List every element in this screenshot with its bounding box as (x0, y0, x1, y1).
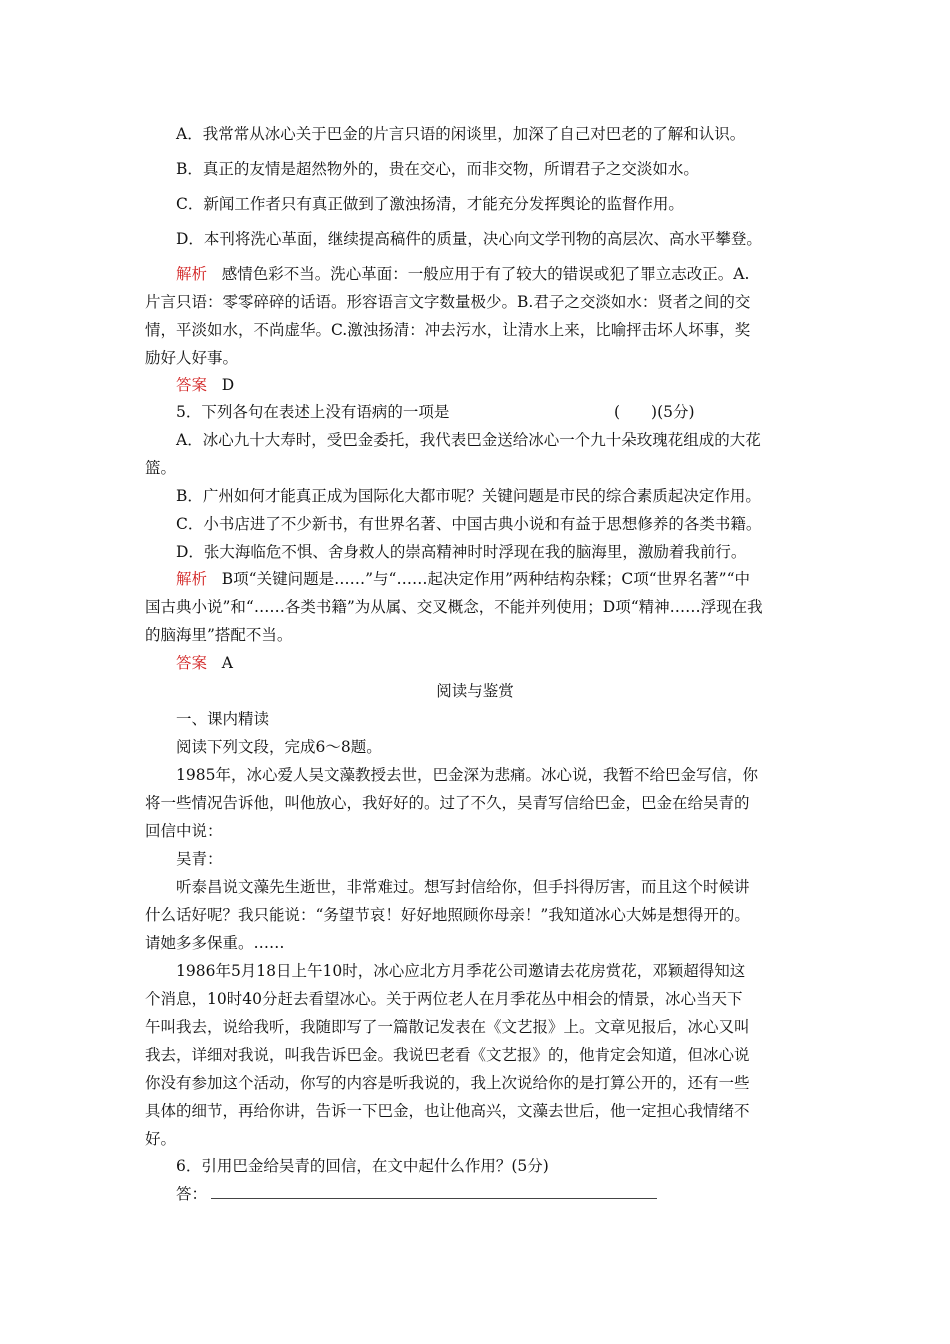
q5-analysis-line2: 国古典小说”和“……各类书籍”为从属、交叉概念，不能并列使用；D项“精神……浮现在我 (145, 598, 763, 616)
q5-stem: 5．下列各句在表述上没有语病的一项是 ( )(5分) (176, 403, 695, 421)
passage-p4-line7: 好。 (145, 1130, 177, 1148)
q5-answer: 答案 A (176, 654, 233, 672)
section-title: 阅读与鉴赏 (436, 682, 514, 700)
passage-p3-line3: 请她多多保重。…… (145, 934, 285, 952)
q5-analysis-line1: 解析 B项“关键问题是……”与“……起决定作用”两种结构杂糅；C项“世界名著”“中 (176, 570, 751, 588)
passage-p1-line3: 回信中说： (145, 822, 223, 840)
answer-blank-field[interactable] (211, 1184, 657, 1199)
passage-p4-line2: 个消息，10时40分赶去看望冰心。关于两位老人在月季花丛中相会的情景，冰心当天下 (145, 990, 743, 1008)
answer-prompt: 答： (176, 1185, 208, 1203)
q4-analysis-line1: 解析 感情色彩不当。洗心革面：一般应用于有了较大的错误或犯了罪立志改正。A. (176, 265, 750, 283)
q4-option-c: C．新闻工作者只有真正做到了激浊扬清，才能充分发挥舆论的监督作用。 (176, 195, 684, 213)
reading-instruction: 阅读下列文段，完成6～8题。 (176, 738, 382, 756)
q5-analysis-line3: 的脑海里”搭配不当。 (145, 626, 293, 644)
passage-p1-line1: 1985年，冰心爱人吴文藻教授去世，巴金深为悲痛。冰心说，我暂不给巴金写信，你 (176, 766, 758, 784)
q5-option-c: C．小书店进了不少新书，有世界名著、中国古典小说和有益于思想修养的各类书籍。 (176, 515, 762, 533)
q4-analysis-line3: 情，平淡如水，不尚虚华。C.激浊扬清：冲去污水，让清水上来，比喻抨击坏人坏事，奖 (145, 321, 751, 339)
q4-option-b: B．真正的友情是超然物外的，贵在交心，而非交物，所谓君子之交淡如水。 (176, 160, 699, 178)
analysis-label: 解析 (176, 265, 208, 283)
answer-label: 答案 (176, 654, 208, 672)
passage-p4-line3: 午叫我去，说给我听，我随即写了一篇散记发表在《文艺报》上。文章见报后，冰心又叫 (145, 1018, 750, 1036)
answer-label: 答案 (176, 376, 208, 394)
passage-p3-line2: 什么话好呢？我只能说：“务望节哀！好好地照顾你母亲！”我知道冰心大姊是想得开的。 (145, 906, 750, 924)
q5-score-bracket: ( )(5分) (614, 403, 695, 421)
passage-p3-line1: 听泰昌说文藻先生逝世，非常难过。想写封信给你，但手抖得厉害，而且这个时候讲 (176, 878, 750, 896)
passage-p4-line4: 我去，详细对我说，叫我告诉巴金。我说巴老看《文艺报》的，他肯定会知道，但冰心说 (145, 1046, 750, 1064)
passage-p4-line1: 1986年5月18日上午10时，冰心应北方月季花公司邀请去花房赏花，邓颖超得知这 (176, 962, 746, 980)
passage-p4-line5: 你没有参加这个活动，你写的内容是听我说的，我上次说给你的是打算公开的，还有一些 (145, 1074, 750, 1092)
q6-answer-line (176, 1184, 657, 1204)
q5-option-a-line1: A．冰心九十大寿时，受巴金委托，我代表巴金送给冰心一个九十朵玫瑰花组成的大花 (176, 431, 761, 449)
passage-p4-line6: 具体的细节，再给你讲，告诉一下巴金，也让他高兴，文藻去世后，他一定担心我情绪不 (145, 1102, 750, 1120)
q4-option-d: D．本刊将洗心革面，继续提高稿件的质量，决心向文学刊物的高层次、高水平攀登。 (176, 230, 762, 248)
q5-option-a-line2: 篮。 (145, 459, 177, 477)
q4-answer: 答案 D (176, 376, 235, 394)
passage-letter-salutation: 吴青： (176, 850, 223, 868)
subsection-title: 一、课内精读 (176, 710, 270, 728)
q4-option-a: A．我常常从冰心关于巴金的片言只语的闲谈里，加深了自己对巴老的了解和认识。 (176, 125, 746, 143)
q5-option-d: D．张大海临危不惧、舍身救人的崇高精神时时浮现在我的脑海里，激励着我前行。 (176, 543, 747, 561)
q4-analysis-line2: 片言只语：零零碎碎的话语。形容语言文字数量极少。B.君子之交淡如水：贤者之间的交 (145, 293, 751, 311)
q5-option-b: B．广州如何才能真正成为国际化大都市呢？关键问题是市民的综合素质起决定作用。 (176, 487, 761, 505)
q6-stem: 6．引用巴金给吴青的回信，在文中起什么作用？(5分) (176, 1157, 549, 1175)
q4-analysis-line4: 励好人好事。 (145, 349, 239, 367)
analysis-label: 解析 (176, 570, 208, 588)
passage-p1-line2: 将一些情况告诉他，叫他放心，我好好的。过了不久，吴青写信给巴金，巴金在给吴青的 (145, 794, 750, 812)
